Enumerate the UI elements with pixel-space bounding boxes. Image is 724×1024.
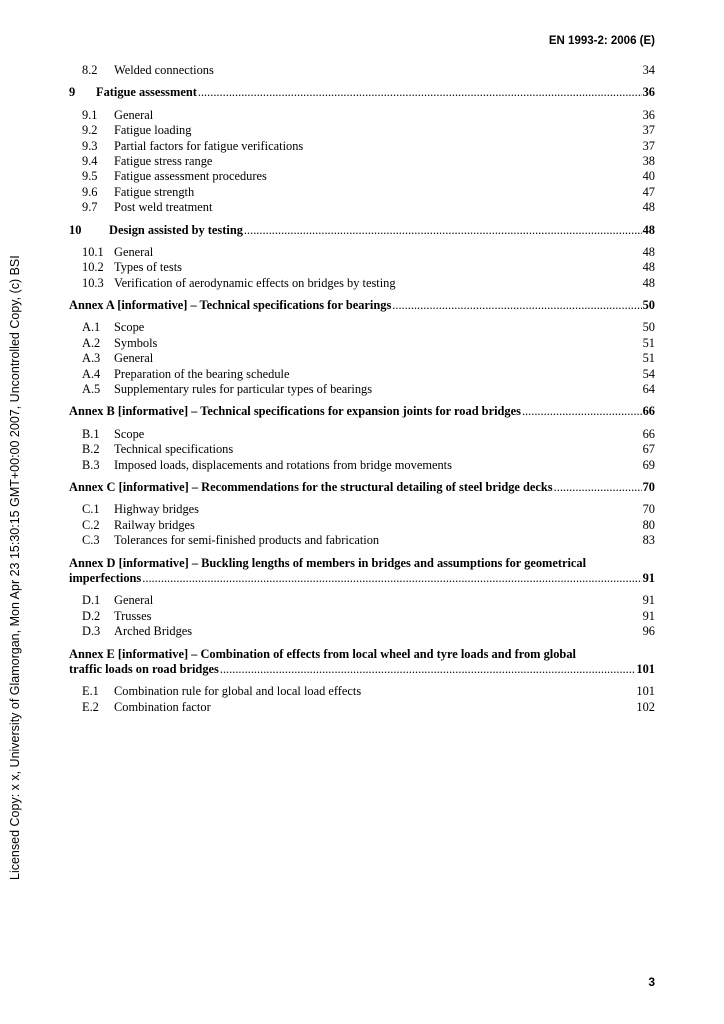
toc-section-title: Design assisted by testing bbox=[109, 222, 243, 237]
toc-entry-page: 50 bbox=[642, 320, 655, 335]
toc-entry-number: 10.3 bbox=[82, 275, 104, 290]
toc-entry-page: 70 bbox=[642, 502, 655, 517]
toc-section-page: 36 bbox=[642, 85, 655, 100]
toc-entry-page: 54 bbox=[642, 366, 655, 381]
toc-entry[interactable] bbox=[69, 684, 655, 699]
toc-entry-page: 69 bbox=[642, 457, 655, 472]
toc-entry-8-2[interactable] bbox=[69, 63, 655, 78]
toc-annex-a-items bbox=[69, 320, 655, 397]
toc-entry-page: 66 bbox=[642, 426, 655, 441]
toc-annex-title: Annex C [informative] – Recommendations for the structural detailing of steel bridge decks bbox=[69, 479, 553, 494]
dot-leader bbox=[142, 571, 641, 586]
dot-leader bbox=[244, 223, 642, 238]
toc-entry-title: Combination factor bbox=[114, 699, 211, 714]
dot-leader bbox=[392, 298, 641, 313]
document-header: EN 1993-2: 2006 (E) bbox=[548, 35, 655, 47]
toc-entry[interactable] bbox=[69, 458, 655, 473]
toc-entry-number: 9.3 bbox=[82, 138, 98, 153]
toc-entry-number: 9.2 bbox=[82, 123, 98, 138]
toc-annex-page: 101 bbox=[636, 661, 655, 676]
toc-entry-title: Highway bridges bbox=[114, 502, 199, 517]
toc-annex-b[interactable] bbox=[69, 404, 655, 419]
toc-entry-title: Fatigue strength bbox=[114, 184, 195, 199]
toc-entry[interactable] bbox=[69, 185, 655, 200]
toc-entry-title: Imposed loads, displacements and rotations from bridge movements bbox=[114, 457, 452, 472]
toc-entry-title: Arched Bridges bbox=[114, 624, 193, 639]
toc-entry-number: A.3 bbox=[82, 351, 101, 366]
toc-entry-number: 9.1 bbox=[82, 107, 98, 122]
toc-entry[interactable] bbox=[69, 260, 655, 275]
toc-entry-page: 51 bbox=[642, 351, 655, 366]
toc-annex-b-items bbox=[69, 427, 655, 473]
dot-leader bbox=[554, 480, 642, 495]
toc-entry-number: 9.6 bbox=[82, 184, 98, 199]
toc-entry-page: 40 bbox=[642, 169, 655, 184]
toc-entry-number: D.1 bbox=[82, 593, 101, 608]
toc-entry-title: Welded connections bbox=[114, 63, 214, 77]
toc-section-9-items bbox=[69, 108, 655, 216]
toc-annex-e-items bbox=[69, 684, 655, 715]
toc-entry-title: Verification of aerodynamic effects on bridges by testing bbox=[114, 275, 396, 290]
toc-entry-page: 48 bbox=[642, 200, 655, 215]
toc-entry-page: 48 bbox=[642, 260, 655, 275]
toc-entry-page: 80 bbox=[642, 517, 655, 532]
toc-entry-title: Fatigue assessment procedures bbox=[114, 169, 267, 184]
toc-entry[interactable] bbox=[69, 518, 655, 533]
toc-entry[interactable] bbox=[69, 442, 655, 457]
toc-entry-title: Tolerances for semi-finished products and fabrication bbox=[114, 533, 380, 548]
toc-entry-page: 91 bbox=[642, 608, 655, 623]
toc-annex-e[interactable] bbox=[69, 647, 655, 678]
toc-entry-page: 38 bbox=[642, 153, 655, 168]
toc-annex-a[interactable] bbox=[69, 298, 655, 313]
toc-entry[interactable] bbox=[69, 123, 655, 138]
toc-entry-number: A.2 bbox=[82, 335, 101, 350]
toc-entry-title: Partial factors for fatigue verifications bbox=[114, 138, 304, 153]
toc-annex-d-items bbox=[69, 593, 655, 639]
toc-entry-number: A.5 bbox=[82, 382, 101, 397]
dot-leader bbox=[198, 85, 642, 100]
toc-entry[interactable] bbox=[69, 367, 655, 382]
toc-annex-title: Annex B [informative] – Technical specifications for expansion joints for road bridges bbox=[69, 404, 521, 419]
toc-entry[interactable] bbox=[69, 624, 655, 639]
toc-entry-title: Fatigue stress range bbox=[114, 153, 213, 168]
license-watermark: Licensed Copy: x x, University of Glamorgan, Mon Apr 23 15:30:15 GMT+00:00 2007, Uncontrolled Copy, (c) BSI bbox=[8, 255, 22, 880]
table-of-contents bbox=[69, 63, 655, 715]
toc-entry-page: 34 bbox=[642, 63, 655, 77]
page-number: 3 bbox=[648, 975, 655, 989]
toc-entry-title: Scope bbox=[114, 426, 145, 441]
toc-section-page: 48 bbox=[642, 222, 655, 237]
toc-entry-page: 64 bbox=[642, 382, 655, 397]
toc-entry-number: B.3 bbox=[82, 457, 100, 472]
toc-entry-title: General bbox=[114, 351, 154, 366]
toc-section-number: 9 bbox=[69, 85, 76, 100]
toc-entry-number: E.1 bbox=[82, 684, 99, 699]
toc-annex-page: 91 bbox=[642, 570, 655, 585]
toc-annex-title: Annex A [informative] – Technical specifications for bearings bbox=[69, 298, 392, 313]
toc-entry-title: Supplementary rules for particular types of bearings bbox=[114, 382, 373, 397]
toc-annex-c[interactable] bbox=[69, 480, 655, 495]
toc-entry-page: 47 bbox=[642, 184, 655, 199]
toc-entry[interactable] bbox=[69, 382, 655, 397]
toc-entry[interactable] bbox=[69, 533, 655, 548]
toc-entry-title: Technical specifications bbox=[114, 442, 234, 457]
toc-section-title: Fatigue assessment bbox=[96, 85, 197, 100]
toc-entry-number: 9.7 bbox=[82, 200, 98, 215]
toc-entry-page: 48 bbox=[642, 244, 655, 259]
toc-entry-number: 9.4 bbox=[82, 153, 98, 168]
toc-annex-title-line2: imperfections bbox=[69, 570, 142, 585]
toc-entry-number: C.3 bbox=[82, 533, 100, 548]
toc-entry-page: 102 bbox=[636, 699, 655, 714]
toc-section-10-items bbox=[69, 245, 655, 291]
toc-entry-title: Post weld treatment bbox=[114, 200, 213, 215]
toc-entry-number: C.2 bbox=[82, 517, 100, 532]
toc-entry[interactable] bbox=[69, 245, 655, 260]
toc-entry-number: C.1 bbox=[82, 502, 100, 517]
toc-entry-number: A.1 bbox=[82, 320, 101, 335]
toc-entry-page: 48 bbox=[642, 275, 655, 290]
toc-entry-title: Scope bbox=[114, 320, 145, 335]
toc-entry-title: Preparation of the bearing schedule bbox=[114, 366, 290, 381]
toc-entry[interactable] bbox=[69, 502, 655, 517]
toc-entry-number: 9.5 bbox=[82, 169, 98, 184]
toc-entry[interactable] bbox=[69, 154, 655, 169]
toc-annex-title-line2-row bbox=[69, 571, 655, 586]
toc-entry-page: 37 bbox=[642, 123, 655, 138]
toc-entry-page: 96 bbox=[642, 624, 655, 639]
toc-entry[interactable] bbox=[69, 336, 655, 351]
toc-entry-number: D.3 bbox=[82, 624, 101, 639]
toc-entry-number: 8.2 bbox=[82, 63, 98, 77]
toc-entry-title: Trusses bbox=[114, 608, 152, 623]
toc-entry-number: B.1 bbox=[82, 426, 100, 441]
toc-entry[interactable] bbox=[69, 351, 655, 366]
toc-entry-page: 37 bbox=[642, 138, 655, 153]
toc-entry-title: Symbols bbox=[114, 335, 158, 350]
toc-entry-page: 91 bbox=[642, 593, 655, 608]
toc-section-9[interactable] bbox=[69, 85, 655, 100]
toc-annex-c-items bbox=[69, 502, 655, 548]
toc-entry-page: 51 bbox=[642, 335, 655, 350]
toc-entry-number: 10.2 bbox=[82, 260, 104, 275]
toc-annex-title-line2-row bbox=[69, 662, 655, 677]
toc-entry[interactable] bbox=[69, 593, 655, 608]
toc-annex-title-line1: Annex D [informative] – Buckling lengths of members in bridges and assumptions for geometrical bbox=[69, 555, 587, 570]
toc-entry-page: 36 bbox=[642, 107, 655, 122]
toc-entry-number: E.2 bbox=[82, 699, 99, 714]
toc-entry-title: Railway bridges bbox=[114, 517, 195, 532]
toc-entry-title: General bbox=[114, 244, 154, 259]
toc-entry[interactable] bbox=[69, 700, 655, 715]
toc-entry-title: General bbox=[114, 593, 154, 608]
toc-entry[interactable] bbox=[69, 276, 655, 291]
toc-annex-page: 66 bbox=[642, 404, 655, 419]
toc-annex-page: 70 bbox=[642, 479, 655, 494]
dot-leader bbox=[522, 404, 642, 419]
toc-entry-page: 101 bbox=[636, 684, 655, 699]
toc-annex-title-line1: Annex E [informative] – Combination of effects from local wheel and tyre loads and from global bbox=[69, 646, 576, 661]
toc-entry[interactable] bbox=[69, 427, 655, 442]
toc-entry-number: 10.1 bbox=[82, 244, 104, 259]
toc-entry[interactable] bbox=[69, 320, 655, 335]
toc-annex-title-line2: traffic loads on road bridges bbox=[69, 661, 219, 676]
toc-section-number: 10 bbox=[69, 222, 82, 237]
dot-leader bbox=[220, 662, 636, 677]
toc-entry-page: 67 bbox=[642, 442, 655, 457]
toc-entry-title: Types of tests bbox=[114, 260, 182, 275]
toc-entry-title: General bbox=[114, 107, 154, 122]
toc-annex-page: 50 bbox=[642, 298, 655, 313]
toc-entry[interactable] bbox=[69, 108, 655, 123]
toc-annex-d[interactable] bbox=[69, 556, 655, 587]
toc-entry-number: D.2 bbox=[82, 608, 101, 623]
toc-entry[interactable] bbox=[69, 169, 655, 184]
toc-entry-title: Fatigue loading bbox=[114, 123, 192, 138]
toc-section-10[interactable] bbox=[69, 223, 655, 238]
toc-entry[interactable] bbox=[69, 609, 655, 624]
toc-entry-title: Combination rule for global and local load effects bbox=[114, 684, 362, 699]
toc-entry-number: B.2 bbox=[82, 442, 100, 457]
toc-entry-number: A.4 bbox=[82, 366, 101, 381]
toc-entry[interactable] bbox=[69, 139, 655, 154]
toc-entry-page: 83 bbox=[642, 533, 655, 548]
toc-entry[interactable] bbox=[69, 200, 655, 215]
